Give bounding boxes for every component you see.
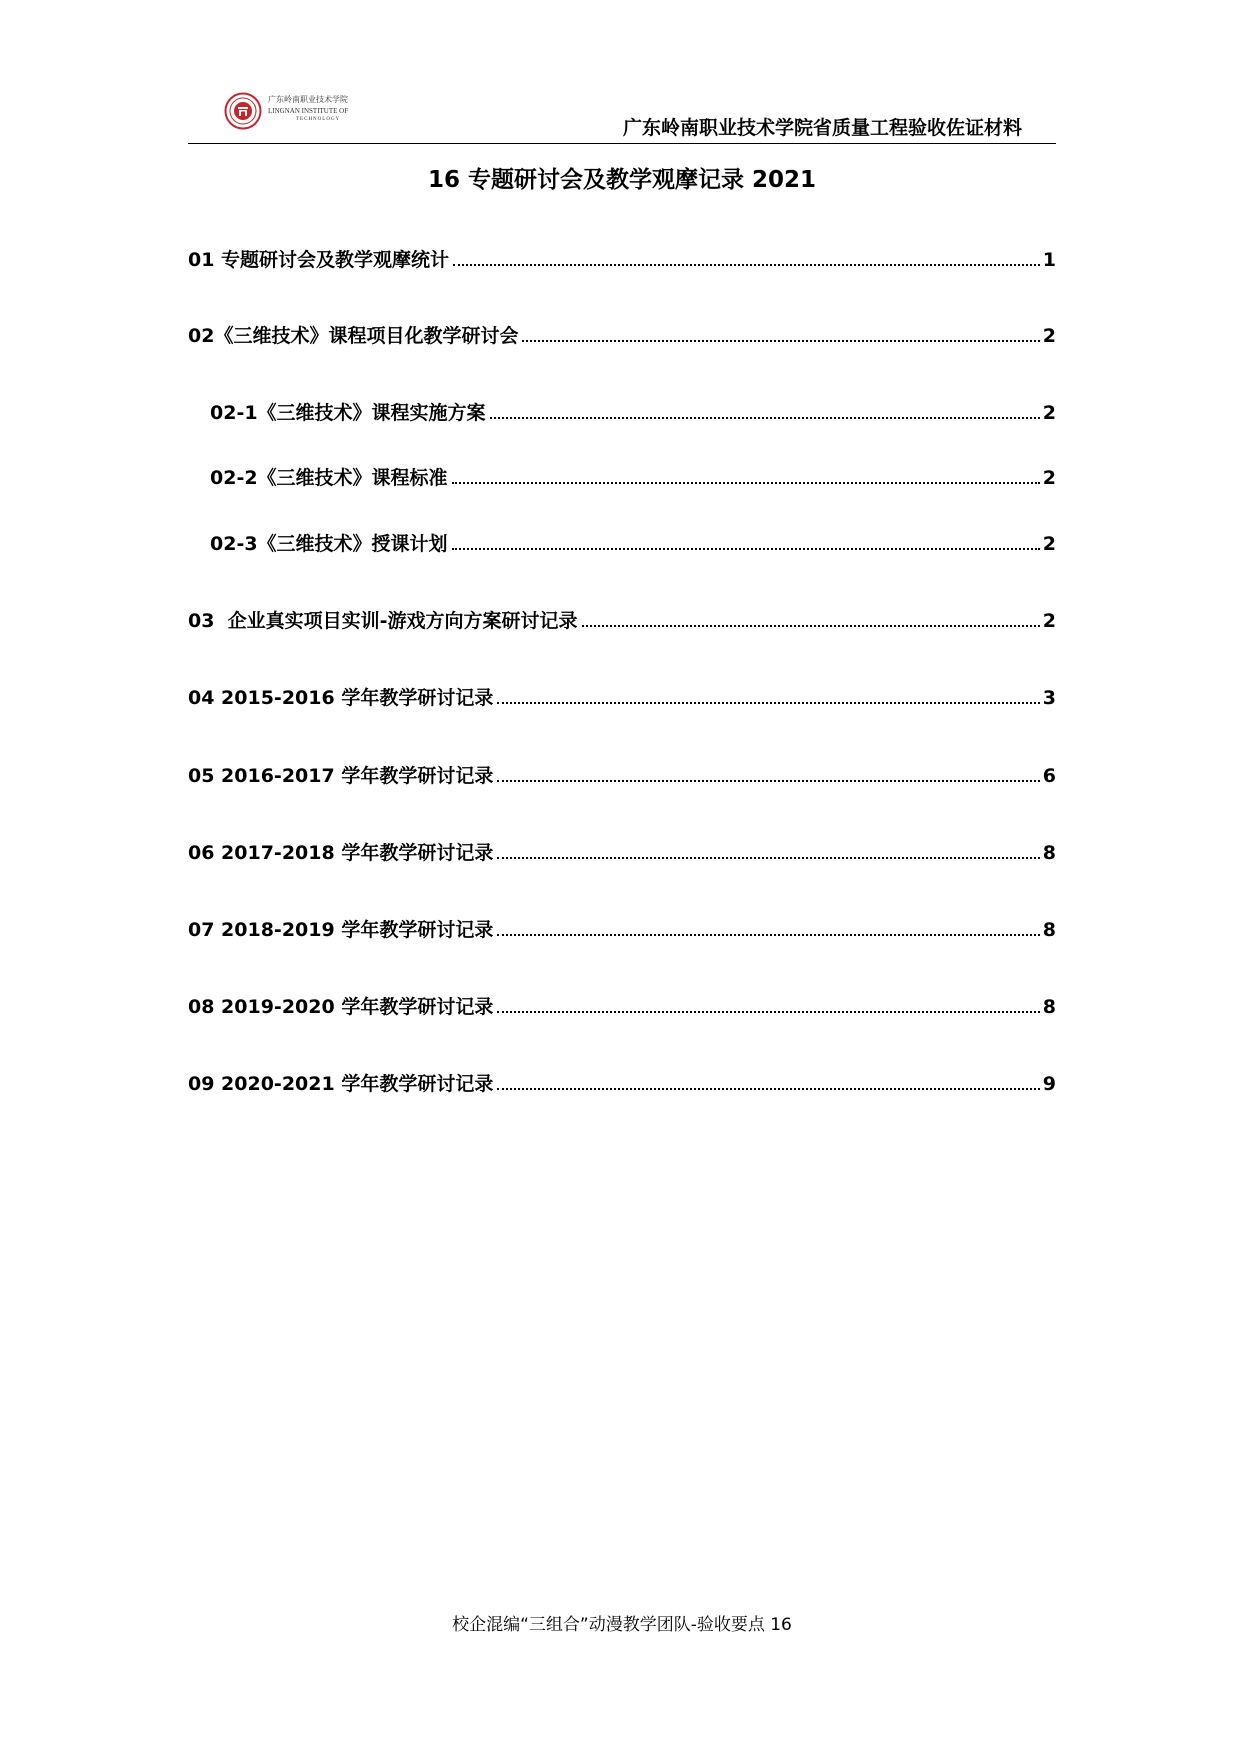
- toc-entry[interactable]: [188, 320, 1056, 348]
- toc-entry[interactable]: [188, 837, 1056, 865]
- toc-entry-page: 3: [1042, 687, 1056, 709]
- toc-dot-leader: [497, 1088, 1039, 1090]
- toc-dot-leader: [497, 1011, 1039, 1013]
- toc-entry-label: 08 2019-2020 学年教学研讨记录: [188, 996, 494, 1018]
- toc-dot-leader: [497, 934, 1039, 936]
- toc-entry-label: 09 2020-2021 学年教学研讨记录: [188, 1073, 494, 1095]
- toc-entry-label: 04 2015-2016 学年教学研讨记录: [188, 687, 494, 709]
- toc-entry-label: 02-2《三维技术》课程标准: [210, 467, 448, 489]
- toc-entry-page: 6: [1042, 765, 1056, 787]
- logo-english-name-line1: LINGNAN INSTITUTE OF: [268, 107, 349, 115]
- toc-entry-page: 2: [1042, 402, 1056, 424]
- toc-entry-page: 8: [1042, 996, 1056, 1018]
- toc-entry-page: 2: [1042, 325, 1056, 347]
- document-title: 16 专题研讨会及教学观摩记录 2021: [427, 167, 817, 193]
- toc-entry-label: 02-1《三维技术》课程实施方案: [210, 402, 486, 424]
- toc-entry-label: 02-3《三维技术》授课计划: [210, 533, 448, 555]
- toc-dot-leader: [453, 264, 1040, 266]
- toc-entry-page: 2: [1042, 610, 1056, 632]
- toc-dot-leader: [452, 548, 1040, 550]
- toc-entry-label: 03 企业真实项目实训-游戏方向方案研讨记录: [188, 610, 578, 632]
- toc-dot-leader: [522, 340, 1039, 342]
- toc-entry-label: 06 2017-2018 学年教学研讨记录: [188, 842, 494, 864]
- toc-entry[interactable]: [188, 244, 1056, 272]
- toc-subentry[interactable]: [210, 462, 1056, 490]
- toc-entry[interactable]: [188, 760, 1056, 788]
- toc-entry-page: 1: [1042, 249, 1056, 271]
- logo-english-name-line2: TECHNOLOGY: [296, 117, 341, 122]
- toc-dot-leader: [490, 417, 1040, 419]
- logo-chinese-name: 广东岭南职业技术学院: [268, 95, 348, 104]
- college-seal-icon: [224, 92, 262, 130]
- toc-dot-leader: [497, 857, 1039, 859]
- toc-subentry[interactable]: [210, 397, 1056, 425]
- toc-entry-label: 07 2018-2019 学年教学研讨记录: [188, 919, 494, 941]
- toc-entry[interactable]: [188, 991, 1056, 1019]
- college-logo: [224, 92, 424, 136]
- toc-entry-page: 8: [1042, 919, 1056, 941]
- toc-entry-label: 02《三维技术》课程项目化教学研讨会: [188, 325, 519, 347]
- toc-entry-page: 8: [1042, 842, 1056, 864]
- toc-entry-label: 01 专题研讨会及教学观摩统计: [188, 249, 450, 271]
- toc-dot-leader: [497, 702, 1039, 704]
- header-divider: [188, 143, 1056, 144]
- toc-dot-leader: [497, 780, 1039, 782]
- page-footer: 校企混编“三组合”动漫教学团队-验收要点 16: [452, 1615, 792, 1635]
- toc-entry[interactable]: [188, 914, 1056, 942]
- toc-entry-label: 05 2016-2017 学年教学研讨记录: [188, 765, 494, 787]
- toc-entry[interactable]: [188, 682, 1056, 710]
- toc-dot-leader: [452, 482, 1040, 484]
- toc-subentry[interactable]: [210, 528, 1056, 556]
- toc-entry-page: 2: [1042, 533, 1056, 555]
- page-header: [188, 92, 1056, 144]
- toc-entry[interactable]: [188, 605, 1056, 633]
- header-title: 广东岭南职业技术学院省质量工程验收佐证材料: [622, 117, 1022, 139]
- toc-entry-page: 9: [1042, 1073, 1056, 1095]
- toc-entry-page: 2: [1042, 467, 1056, 489]
- toc-entry[interactable]: [188, 1068, 1056, 1096]
- toc-dot-leader: [582, 625, 1040, 627]
